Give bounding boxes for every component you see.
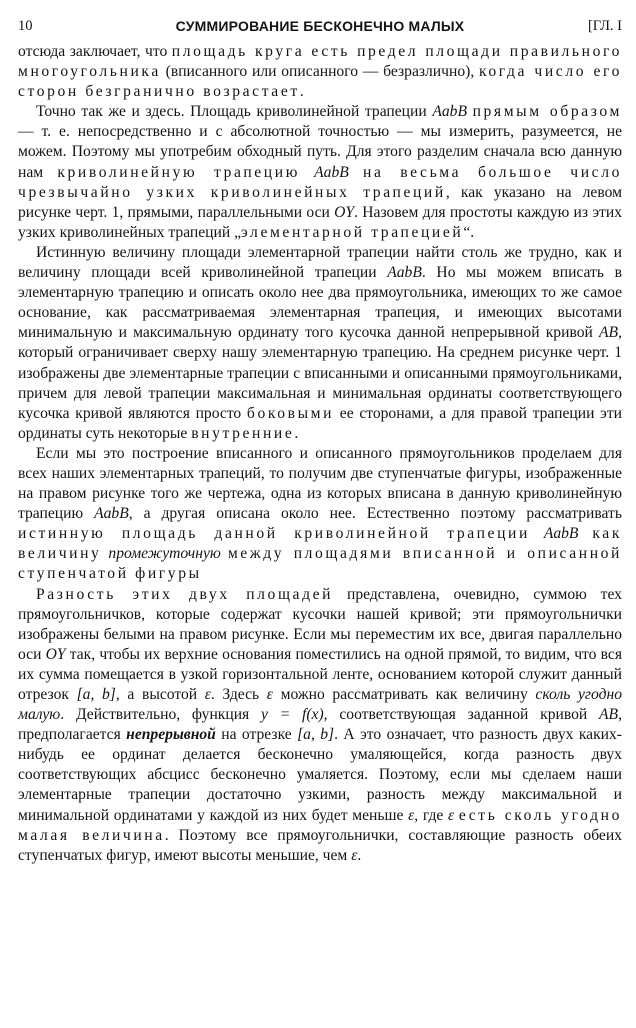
text-run: непрерывной <box>126 726 216 744</box>
text-run: на отрезке <box>215 726 298 744</box>
text-run: можно рассматривать как величину <box>272 686 536 703</box>
text-run: [a, b] <box>297 726 335 744</box>
text-run: ε <box>351 846 358 864</box>
text-run: . А это означает, что разность двух каких-нибудь ее ординат делается бесконечно умаляющейся, когда разность двух соответствующих абсцисс бесконечно умаляется. Поэтому, если мы сделаем наши элементарные трапеции достаточно узкими, разность между максимальной и минимальной ординатами у каждой из них будет меньше <box>18 726 623 824</box>
text-run: . Но мы можем вписать в элементарную трапецию и описать около нее два прямоугольника, имеющих то же самое основание, как рассматриваемая элементарная трапеция, и имеющих высотами минимальную и максимальную ординату того кусочка данной непрерывной кривой <box>18 264 622 342</box>
paragraph <box>18 42 622 102</box>
text-run: — т. е. непосредственно и с абсолютной точностью — мы измерить, разумеется, не можем. Поэтому мы употребим обходный путь. Для этого разделим сначала всю данную нам <box>18 123 622 181</box>
text-run: есть сколь угодно малая величина <box>18 806 622 844</box>
text-run: AB <box>599 324 619 342</box>
chapter-ref: [ГЛ. I <box>587 18 622 34</box>
text-run: . Здесь <box>210 686 267 703</box>
text-run: ε <box>204 686 211 703</box>
text-run: . <box>299 83 304 101</box>
text-run: “. <box>463 223 475 241</box>
text-run: OY <box>334 203 355 221</box>
text-run: площадь круга есть предел площади правильного многоугольника <box>18 43 622 81</box>
text-run: , предполагается <box>18 706 622 744</box>
text-run: представлена, очевидно, суммою тех прямоугольничков, которые содержат кусочки нашей кривой; эти прямоугольнички изображены белыми на правом рисунке. Если мы переместим их все, двигая параллельно оси <box>18 585 622 663</box>
text-run: прямым образом <box>472 103 623 121</box>
text-run: AB <box>599 706 619 724</box>
text-run: , а другая описана около нее. Естественно поэтому рассматривать <box>128 505 622 523</box>
text-run: AabB <box>432 103 467 121</box>
text-run: . <box>357 846 362 864</box>
text-run: когда число его сторон безгранично возрастает <box>18 63 622 101</box>
text-run <box>578 525 592 542</box>
text-run: ε <box>266 686 273 703</box>
paragraph <box>18 444 622 585</box>
text-run: AabB <box>387 264 422 282</box>
text-run: y = f(x) <box>261 706 324 724</box>
paragraph <box>18 102 622 243</box>
text-run: истинную площадь данной криволинейной трапеции <box>18 525 530 543</box>
text-run: . Назовем для простоты каждую из этих узких криволинейных трапеций „ <box>18 203 622 241</box>
text-run: OY <box>45 645 66 663</box>
text-run: , как указано на левом рисунке черт. 1, прямыми, параллельными оси <box>18 183 622 221</box>
text-run: [a, b] <box>76 686 116 703</box>
text-run: внутренние <box>191 424 295 442</box>
text-run: AabB <box>543 525 579 543</box>
text-run: , а высотой <box>115 686 205 703</box>
text-run: на весьма большое число чрезвычайно узких криволинейных трапеций <box>18 163 622 201</box>
text-run: боковыми <box>246 404 335 422</box>
text-run: (вписанного или описанного — безразлично), <box>160 63 479 81</box>
text-run: , соответствующая заданной кривой <box>323 706 600 724</box>
text-run: отсюда заключает, что <box>18 43 172 60</box>
text-run: криволинейную трапецию <box>57 163 300 181</box>
text-run: , где <box>414 806 449 824</box>
text-run: . Действительно, функция <box>60 706 262 724</box>
text-run: между площадями вписанной и описанной ступенчатой фигуры <box>18 545 622 583</box>
book-page <box>18 14 622 866</box>
paragraph <box>18 585 622 866</box>
text-run: промежуточную <box>108 545 221 563</box>
text-run <box>349 164 363 181</box>
text-run: как величину <box>18 525 622 563</box>
text-run: . <box>294 424 299 442</box>
running-title: СУММИРОВАНИЕ БЕСКОНЕЧНО МАЛЫХ <box>175 18 465 34</box>
paragraph <box>18 243 622 444</box>
text-run <box>300 164 314 181</box>
text-run: сколь угодно малую <box>18 686 623 724</box>
running-head <box>18 14 622 38</box>
text-run: элементарной трапецией <box>241 223 464 241</box>
text-run: ε <box>448 806 455 824</box>
page-number: 10 <box>18 18 33 34</box>
text-run <box>221 545 228 562</box>
text-run: ее сторонами, а для правой трапеции эти ординаты суть некоторые <box>18 404 622 442</box>
text-run: AabB <box>314 163 349 181</box>
text-run: Если мы это построение вписанного и описанного прямоугольников проделаем для всех наших элементарных трапеций, то получим две ступенчатые фигуры, изображенные на правом рисунке того же чертежа, одна из которых вписана в данную криволинейную трапецию <box>18 444 622 523</box>
text-run: ε <box>408 806 415 824</box>
text-run: так, чтобы их верхние основания поместились на одной прямой, то видим, что вся их сумма помещается в узкой горизонтальной ленте, основанием которой служит данный отрезок <box>18 645 622 703</box>
body-text <box>18 42 622 866</box>
text-run <box>530 525 544 542</box>
text-run: Истинную величину площади элементарной трапеции найти столь же трудно, как и величину площади всей криволинейной трапеции <box>18 243 622 282</box>
text-run: AabB <box>94 505 129 523</box>
text-run: Разность этих двух площадей <box>36 585 334 603</box>
text-run: Точно так же и здесь. Площадь криволинейной трапеции <box>36 103 433 121</box>
text-run: , который ограничивает сверху нашу элементарную трапецию. На среднем рисунке черт. 1 изображены две элементарные трапеции с вписанными и описанными прямоугольниками, причем для левой трапеции максимальная и минимальная ординаты соответствующего кусочка кривой являются просто <box>18 324 622 422</box>
text-run: . Поэтому все прямоугольнички, составляющие разность обеих ступенчатых фигур, имеют высоты меньшие, чем <box>18 826 622 864</box>
